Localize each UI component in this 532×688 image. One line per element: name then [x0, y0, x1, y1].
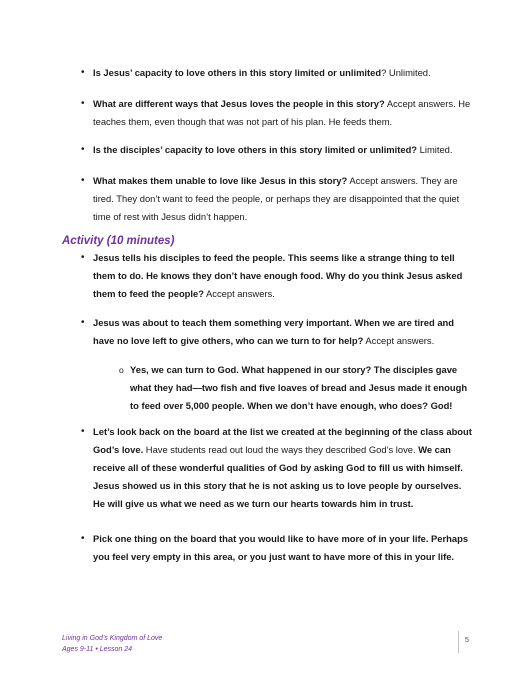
answer-text: Accept answers. They are tired. They don’t want to feed the people, or perhaps they are disappointed that the quiet time of rest with Jesus didn’t happen. [93, 175, 460, 222]
sub-item-text: Yes, we can turn to God. What happened in our story? The disciples gave what they had—two fish and five loaves of bread and Jesus made it enough to feed over 5,000 people. When we don’t have enough, who does? God! [130, 364, 468, 411]
list-item [93, 423, 473, 513]
answer-text: Limited. [417, 144, 453, 155]
question-text: Is the disciples’ capacity to love others in this story limited or unlimited? [93, 144, 418, 155]
list-item [93, 95, 473, 131]
answer-text: Accept answers. [363, 335, 435, 346]
question-text: Is Jesus’ capacity to love others in this story limited or unlimited [93, 67, 382, 78]
question-text: Jesus tells his disciples to feed the people. This seems like a strange thing to tell them to do. He knows they don’t have enough food. Why do you think Jesus asked them to feed the people? [93, 252, 463, 299]
answer-text: ? Unlimited. [381, 67, 431, 78]
answer-text: Accept answers. He teaches them, even though that was not part of his plan. He feeds them. [93, 98, 471, 127]
list-item [93, 64, 473, 82]
plain-text: Have students read out loud the ways they described God’s love. [143, 444, 419, 455]
footer-divider [458, 631, 459, 653]
list-item [93, 314, 473, 350]
page-number: 5 [465, 637, 469, 644]
question-text: What makes them unable to love like Jesus in this story? [93, 175, 348, 186]
footer-subtitle: Ages 9-11 • Lesson 24 [62, 646, 133, 653]
list-item [93, 141, 473, 159]
list-item [93, 172, 473, 226]
answer-text: Accept answers. [203, 288, 275, 299]
question-text: What are different ways that Jesus loves the people in this story? [93, 98, 385, 109]
item-text: Pick one thing on the board that you would like to have more of in your life. Perhaps you feel very empty in this area, or you just want to have more of this in your life. [93, 533, 469, 562]
sub-list-item [130, 361, 475, 415]
question-text: Jesus was about to teach them something very important. When we are tired and have no love left to give others, who can we turn to for help? [93, 317, 455, 346]
list-item [93, 249, 473, 303]
list-item [93, 530, 473, 566]
bold-text: Let’s look back on the board at the list we created at the beginning of the class about God’s love. [93, 426, 472, 455]
bold-text: We can receive all of these wonderful qualities of God by asking God to fill us with himself. Jesus showed us in this story that he is not asking us to love people by ourselves. He will give us what we need as we turn our hearts towards him in trust. [93, 444, 463, 509]
section-heading: Activity (10 minutes) [62, 235, 175, 247]
footer-title: Living in God’s Kingdom of Love [62, 635, 163, 642]
footer [62, 633, 162, 655]
